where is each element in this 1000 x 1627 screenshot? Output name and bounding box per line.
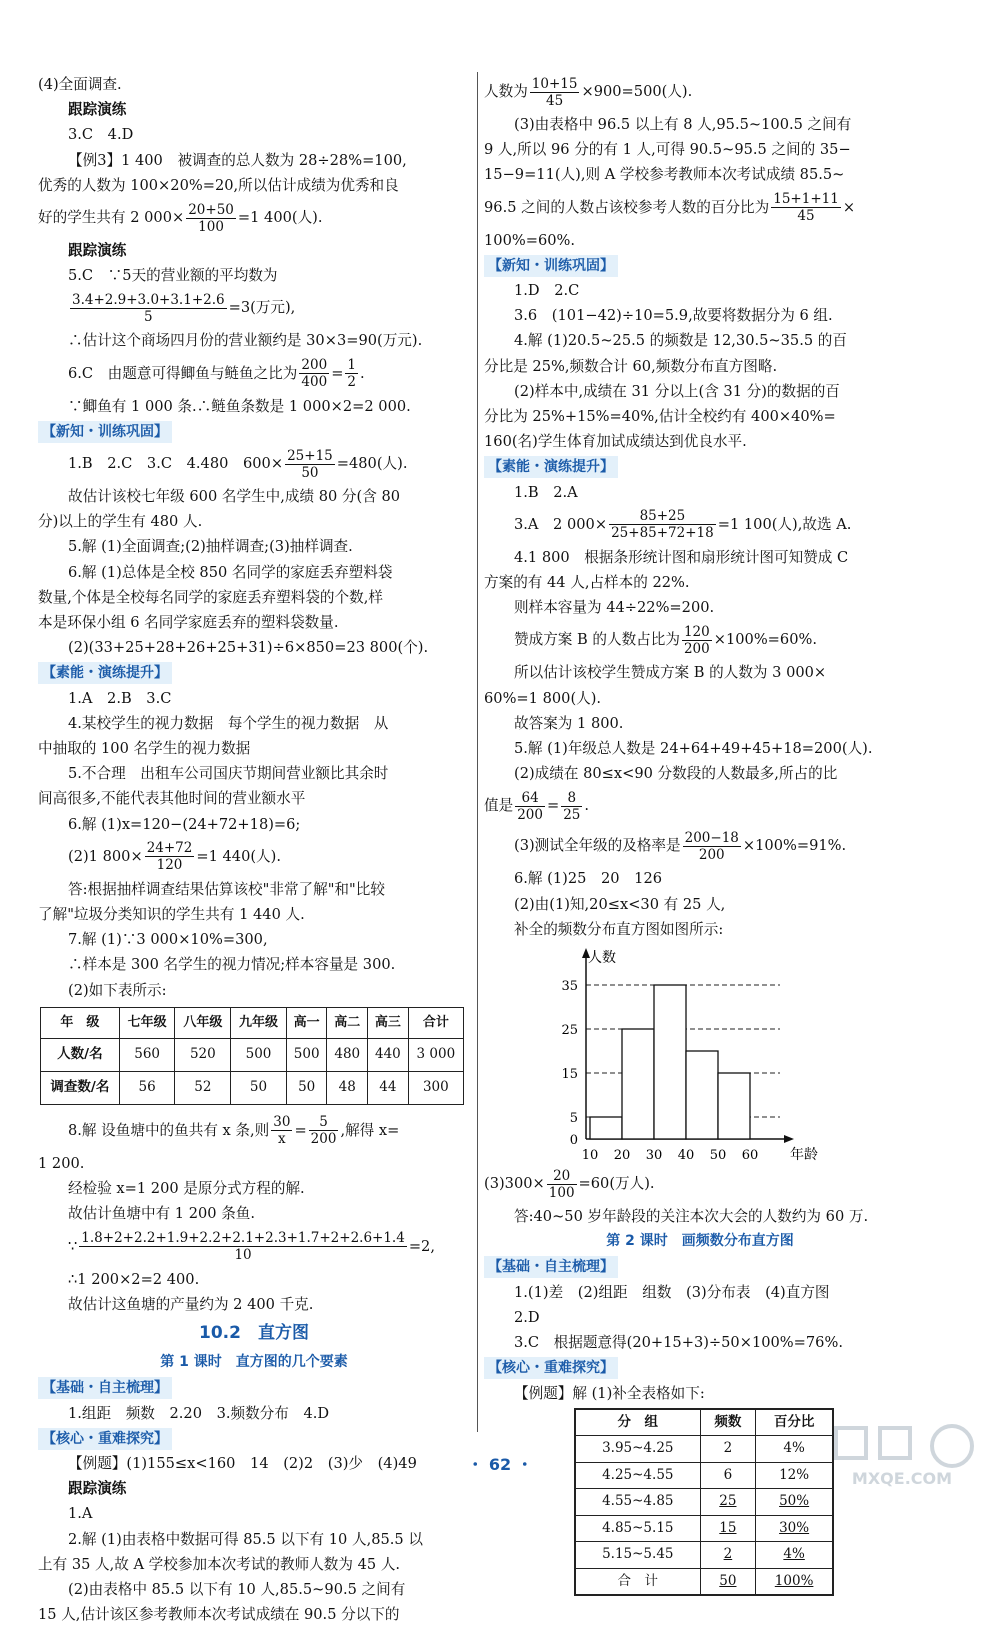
text-line: 1.D 2.C xyxy=(514,282,580,300)
text-line xyxy=(484,72,916,112)
text-segment: =60(万人). xyxy=(578,1175,655,1193)
text-segment: 赞成方案 B 的人数占比为 xyxy=(514,631,680,649)
text-line: 4.解 (1)20.5~25.5 的频数是 12,30.5~35.5 的百 xyxy=(514,332,847,350)
fraction-denominator: 100 xyxy=(548,1184,575,1201)
text-segment: =480(人). xyxy=(336,455,408,473)
fraction-denominator: 25 xyxy=(563,806,581,823)
table-row xyxy=(575,1568,833,1595)
histogram-bar xyxy=(654,985,686,1139)
text-line: 9 人,所以 96 分的有 1 人,可得 90.5~95.5 之间的 35− xyxy=(484,141,851,159)
table-cell: 520 xyxy=(175,1038,231,1071)
table-cell: 500 xyxy=(286,1038,327,1071)
fraction-denominator: 200 xyxy=(698,846,725,863)
age-histogram xyxy=(536,944,836,1164)
text-line: 【例题】解 (1)补全表格如下: xyxy=(514,1384,705,1402)
x-tick-label: 60 xyxy=(741,1148,759,1164)
table-cell: 4.85~5.15 xyxy=(575,1515,700,1542)
table-header-cell: 百分比 xyxy=(756,1409,833,1436)
fraction-denominator: 200 xyxy=(683,640,710,657)
text-segment: 8.解 设鱼塘中的鱼共有 x 条,则 xyxy=(68,1121,270,1139)
table-cell: 12% xyxy=(756,1462,833,1489)
table-row xyxy=(41,1071,464,1104)
section-header-line xyxy=(38,660,470,685)
histogram-bar xyxy=(686,1051,718,1139)
table-cell: 48 xyxy=(327,1071,368,1104)
histogram-bar xyxy=(590,1117,622,1139)
fraction-numerator: 200−18 xyxy=(684,829,739,846)
text-segment: . xyxy=(584,797,590,815)
fraction-numerator: 64 xyxy=(515,790,545,807)
fraction xyxy=(609,508,716,541)
text-line: 方案的有 44 人,占样本的 22%. xyxy=(484,574,690,592)
section-title: 10.2 直方图 xyxy=(199,1322,309,1343)
text-line: ∵鲫鱼有 1 000 条.∴鲢鱼条数是 1 000×2=2 000. xyxy=(68,397,411,415)
fraction-numerator: 15+1+11 xyxy=(773,191,839,208)
text-line: 1.组距 频数 2.20 3.频数分布 4.D xyxy=(68,1404,330,1422)
text-line: (2)成绩在 80≤x<90 分数段的人数最多,所占的比 xyxy=(514,765,838,783)
fraction xyxy=(771,191,841,224)
text-line: 1.B 2.A xyxy=(514,483,578,501)
section-header: 【核心・重难探究】 xyxy=(38,1428,172,1450)
text-segment: =3(万元), xyxy=(228,299,296,317)
fraction xyxy=(530,76,580,109)
text-line: (2)(33+25+28+26+25+31)÷6×850=23 800(个). xyxy=(68,639,429,657)
text-line: 1.A 2.B 3.C xyxy=(68,689,172,707)
fraction-denominator: 5 xyxy=(144,308,153,325)
table-header-cell: 年 级 xyxy=(41,1007,120,1038)
table-cell: 50% xyxy=(756,1489,833,1516)
fraction-denominator: x xyxy=(278,1131,286,1148)
fraction-denominator: 45 xyxy=(546,92,564,109)
table-cell: 560 xyxy=(119,1038,175,1071)
text-line: 60%=1 800(人). xyxy=(484,689,602,707)
left-column-lines xyxy=(38,72,470,1003)
grade-table xyxy=(40,1007,464,1105)
table-cell: 调查数/名 xyxy=(41,1071,120,1104)
section-header: 【基础・自主梳理】 xyxy=(484,1256,618,1278)
table-cell: 56 xyxy=(119,1071,175,1104)
text-segment: 6.C 由题意可得鲫鱼与鲢鱼之比为 xyxy=(68,364,298,382)
text-line xyxy=(38,354,470,394)
text-line: 5.解 (1)年级总人数是 24+64+49+45+18=200(人). xyxy=(514,740,873,758)
text-line: 答:根据抽样调查结果估算该校"非常了解"和"比较 xyxy=(68,880,385,898)
text-segment: × xyxy=(842,198,856,216)
table-cell: 5.15~5.45 xyxy=(575,1542,700,1569)
text-segment: 好的学生共有 2 000× xyxy=(38,209,185,227)
text-line xyxy=(484,1164,916,1204)
text-line: 1.A xyxy=(68,1505,93,1523)
text-line xyxy=(484,620,916,660)
x-axis-arrow xyxy=(784,1135,794,1143)
frequency-table xyxy=(574,1408,834,1597)
text-line: 数量,个体是全校每名同学的家庭丢弃塑料袋的个数,样 xyxy=(38,588,383,606)
section-header: 【新知・训练巩固】 xyxy=(484,255,618,277)
text-line: 5.不合理 出租车公司国庆节期间营业额比其余时 xyxy=(68,765,389,783)
text-line xyxy=(38,837,470,877)
table-header-cell: 八年级 xyxy=(175,1007,231,1038)
text-line: 15−9=11(人),则 A 学校参考教师本次考试成绩 85.5~ xyxy=(484,166,845,184)
fraction-numerator: 10+15 xyxy=(531,75,578,92)
text-line: 跟踪演练 xyxy=(68,1480,127,1498)
section-header-line xyxy=(484,1254,916,1279)
fraction xyxy=(309,1114,339,1147)
fraction xyxy=(285,448,335,481)
text-line: ∴样本是 300 名学生的视力情况;样本容量是 300. xyxy=(68,956,396,974)
text-segment: (3)300× xyxy=(484,1175,545,1193)
text-line xyxy=(38,1111,470,1151)
y-tick-label: 25 xyxy=(561,1023,578,1039)
table-header-cell: 分 组 xyxy=(575,1409,700,1436)
table-row xyxy=(575,1515,833,1542)
text-segment: = xyxy=(294,1121,307,1139)
table-cell: 2 xyxy=(700,1436,756,1463)
text-line: 【例题】(1)155≤x<160 14 (2)2 (3)少 (4)49 xyxy=(68,1454,417,1472)
right-column xyxy=(484,72,916,1596)
text-line: (2)由(1)知,20≤x<30 有 25 人, xyxy=(514,895,726,913)
table-cell: 4% xyxy=(756,1542,833,1569)
fraction-numerator: 30 xyxy=(273,1114,291,1131)
text-segment: =1 400(人). xyxy=(237,209,323,227)
text-line: 3.6 (101−42)÷10=5.9,故要将数据分为 6 组. xyxy=(514,307,833,325)
table-header-cell: 高二 xyxy=(327,1007,368,1038)
table-header-cell: 合计 xyxy=(408,1007,463,1038)
section-header-line xyxy=(38,419,470,444)
fraction-denominator: 2 xyxy=(347,374,357,391)
section-header: 【素能・演练提升】 xyxy=(38,662,172,684)
text-line: 分)以上的学生有 480 人. xyxy=(38,513,203,531)
y-tick-label: 0 xyxy=(569,1133,578,1149)
text-line: 答:40~50 岁年龄段的关注本次大会的人数约为 60 万. xyxy=(514,1208,869,1226)
section-header: 【核心・重难探究】 xyxy=(484,1357,618,1379)
fraction-denominator: 400 xyxy=(301,374,328,391)
fraction-denominator: 200 xyxy=(310,1131,337,1148)
text-line: 跟踪演练 xyxy=(68,101,127,119)
text-line xyxy=(38,288,470,328)
text-line: 补全的频数分布直方图如图所示: xyxy=(514,920,724,938)
text-line: 了解"垃圾分类知识的学生共有 1 440 人. xyxy=(38,906,305,924)
x-axis-label: 年龄 xyxy=(790,1147,818,1164)
fraction-numerator: 1.8+2+2.2+1.9+2.2+2.1+2.3+1.7+2+2.6+1.4 xyxy=(81,1230,405,1246)
fraction-denominator: 45 xyxy=(797,208,815,225)
table-header-cell: 九年级 xyxy=(231,1007,287,1038)
left-column-lines-2 xyxy=(38,1111,470,1627)
section-header: 【素能・演练提升】 xyxy=(484,456,618,478)
table-cell: 50 xyxy=(700,1568,756,1595)
fraction-denominator: 100 xyxy=(198,218,224,235)
fraction-numerator: 3.4+2.9+3.0+3.1+2.6 xyxy=(72,291,225,308)
fraction-numerator: 25+15 xyxy=(287,447,333,464)
text-line: 【例3】1 400 被调查的总人数为 28÷28%=100, xyxy=(68,151,407,169)
text-line xyxy=(484,826,916,866)
fraction xyxy=(515,790,545,823)
text-segment: =2, xyxy=(408,1237,435,1255)
text-segment: =1 100(人),故选 A. xyxy=(717,515,852,533)
text-line: 本是环保小组 6 名同学家庭丢弃的塑料袋数量. xyxy=(38,614,339,632)
text-line: 4.某校学生的视力数据 每个学生的视力数据 从 xyxy=(68,714,389,732)
text-line xyxy=(484,505,916,545)
text-line: 3.C 4.D xyxy=(68,126,134,144)
table-cell: 52 xyxy=(175,1071,231,1104)
text-segment: = xyxy=(331,364,344,382)
text-segment: ×900=500(人). xyxy=(581,83,693,100)
text-line: 100%=60%. xyxy=(484,231,576,249)
text-line: (2)如下表所示: xyxy=(68,981,167,999)
fraction-numerator: 20+50 xyxy=(188,201,234,218)
text-segment: . xyxy=(360,364,365,382)
text-line: 6.解 (1)x=120−(24+72+18)=6; xyxy=(68,815,301,833)
table-row xyxy=(575,1489,833,1516)
text-segment: 值是 xyxy=(484,797,514,815)
fraction xyxy=(271,1114,292,1147)
text-line: (4)全面调查. xyxy=(38,76,122,93)
text-segment: 1.B 2.C 3.C 4.480 600× xyxy=(68,455,284,473)
right-column-lines-2 xyxy=(484,1164,916,1406)
fraction xyxy=(70,292,227,325)
fraction-denominator: 200 xyxy=(517,806,543,823)
fraction xyxy=(145,840,195,873)
table-cell: 4% xyxy=(756,1436,833,1463)
text-line: 160(名)学生体育加试成绩达到优良水平. xyxy=(484,433,747,451)
text-line: 4.1 800 根据条形统计图和扇形统计图可知赞成 C xyxy=(514,548,849,566)
section-header-line xyxy=(484,1355,916,1380)
text-line: 上有 35 人,故 A 学校参加本次考试的教师人数为 45 人. xyxy=(38,1555,401,1573)
table-cell: 500 xyxy=(231,1038,287,1071)
fraction xyxy=(561,790,582,823)
table-cell: 100% xyxy=(756,1568,833,1595)
fraction xyxy=(79,1230,407,1263)
text-segment: ×100%=60%. xyxy=(713,631,817,649)
table-cell: 300 xyxy=(408,1071,463,1104)
section-header: 【新知・训练巩固】 xyxy=(38,421,172,443)
text-line: 3.C 根据题意得(20+15+3)÷50×100%=76%. xyxy=(514,1334,843,1352)
page-number: ・ 62 ・ xyxy=(467,1455,533,1474)
histogram-bar xyxy=(718,1073,750,1139)
table-cell: 2 xyxy=(700,1542,756,1569)
x-tick-label: 30 xyxy=(645,1148,663,1164)
fraction-denominator: 120 xyxy=(156,857,183,874)
text-line: 分比是 25%,频数合计 60,频数分布直方图略. xyxy=(484,357,778,375)
text-line: (2)样本中,成绩在 31 分以上(含 31 分)的数据的百 xyxy=(514,382,840,400)
text-segment: ×100%=91%. xyxy=(742,837,847,855)
text-line: 15 人,估计该区参考教师本次考试成绩在 90.5 分以下的 xyxy=(38,1606,400,1624)
fraction xyxy=(186,202,236,235)
y-tick-label: 5 xyxy=(569,1111,578,1127)
histogram-bar xyxy=(622,1029,654,1139)
fraction-numerator: 20 xyxy=(547,1168,577,1185)
y-tick-label: 15 xyxy=(561,1067,578,1083)
text-line: 中抽取的 100 名学生的视力数据 xyxy=(38,740,251,758)
text-segment: (2)1 800× xyxy=(68,847,143,865)
text-line: 1.(1)差 (2)组距 组数 (3)分布表 (4)直方图 xyxy=(514,1283,830,1301)
table-cell: 440 xyxy=(368,1038,409,1071)
text-line: ∴估计这个商场四月份的营业额约是 30×3=90(万元). xyxy=(68,332,423,350)
fraction-numerator: 8 xyxy=(561,790,582,807)
fraction-numerator: 85+25 xyxy=(609,508,716,525)
text-segment: (3)测试全年级的及格率是 xyxy=(514,837,681,855)
table-cell: 3 000 xyxy=(408,1038,463,1071)
x-tick-label: 50 xyxy=(709,1148,727,1164)
section-header-line xyxy=(38,1375,470,1400)
section-header-line xyxy=(484,253,916,278)
text-segment: ,解得 x= xyxy=(340,1121,400,1139)
text-segment: = xyxy=(546,797,560,815)
text-line: 6.解 (1)总体是全校 850 名同学的家庭丢弃塑料袋 xyxy=(68,563,393,581)
text-line: 经检验 x=1 200 是原分式方程的解. xyxy=(68,1180,305,1198)
fraction-denominator: 10 xyxy=(234,1247,252,1263)
text-line: 5.解 (1)全面调查;(2)抽样调查;(3)抽样调查. xyxy=(68,538,353,556)
text-line: (2)由表格中 85.5 以下有 10 人,85.5~90.5 之间有 xyxy=(68,1580,406,1598)
text-line: 2.D xyxy=(514,1308,540,1326)
section-header: 【基础・自主梳理】 xyxy=(38,1377,172,1399)
text-line: 5.C ∵5天的营业额的平均数为 xyxy=(68,267,278,285)
text-segment: ∵ xyxy=(68,1237,78,1255)
table-cell: 15 xyxy=(700,1515,756,1542)
text-segment: 96.5 之间的人数占该校参考人数的百分比为 xyxy=(484,198,770,216)
text-line xyxy=(38,198,470,238)
column-divider xyxy=(477,72,478,1432)
table-cell: 4.25~4.55 xyxy=(575,1462,700,1489)
table-cell: 50 xyxy=(231,1071,287,1104)
text-line: 故答案为 1 800. xyxy=(514,714,624,732)
fraction xyxy=(547,1168,577,1201)
table-header-cell: 频数 xyxy=(700,1409,756,1436)
fraction xyxy=(299,357,329,390)
text-line: 7.解 (1)∵3 000×10%=300, xyxy=(68,931,268,949)
fraction-numerator: 200 xyxy=(301,357,328,374)
table-cell: 25 xyxy=(700,1489,756,1516)
fraction-numerator: 1 xyxy=(347,357,357,374)
fraction-denominator: 50 xyxy=(301,464,319,481)
table-header-row xyxy=(41,1007,464,1038)
fraction xyxy=(683,830,741,863)
text-line xyxy=(484,188,916,228)
fraction xyxy=(682,624,712,657)
left-column xyxy=(38,72,470,1627)
text-line: (3)由表格中 96.5 以上有 8 人,95.5~100.5 之间有 xyxy=(514,116,852,133)
table-row xyxy=(575,1542,833,1569)
text-line: 故估计该校七年级 600 名学生中,成绩 80 分(含 80 xyxy=(68,488,401,506)
table-cell: 6 xyxy=(700,1462,756,1489)
text-line xyxy=(484,786,916,826)
text-segment: 3.A 2 000× xyxy=(514,515,608,533)
table-cell: 50 xyxy=(286,1071,327,1104)
x-tick-label: 10 xyxy=(581,1148,599,1164)
table-cell: 480 xyxy=(327,1038,368,1071)
y-axis-label: 人数 xyxy=(588,950,616,967)
lesson-title: 第 2 课时 画频数分布直方图 xyxy=(606,1233,794,1250)
table-cell: 30% xyxy=(756,1515,833,1542)
table-cell: 44 xyxy=(368,1071,409,1104)
text-line: 故估计鱼塘中有 1 200 条鱼. xyxy=(68,1205,256,1223)
table-cell: 合 计 xyxy=(575,1568,700,1595)
y-tick-label: 35 xyxy=(561,979,578,995)
text-segment: 人数为 xyxy=(484,83,528,100)
fraction-numerator: 120 xyxy=(683,623,710,640)
fraction-numerator: 5 xyxy=(309,1114,339,1131)
text-line: 6.解 (1)25 20 126 xyxy=(514,870,663,888)
text-line: 优秀的人数为 100×20%=20,所以估计成绩为优秀和良 xyxy=(38,176,399,194)
text-segment: =1 440(人). xyxy=(196,847,281,865)
text-line xyxy=(38,1227,470,1267)
text-line: ∴1 200×2=2 400. xyxy=(68,1270,200,1288)
table-header-cell: 高三 xyxy=(368,1007,409,1038)
text-line: 跟踪演练 xyxy=(68,242,127,260)
fraction-denominator: 25+85+72+18 xyxy=(611,525,714,542)
watermark-logo xyxy=(822,1418,982,1490)
text-line: 则样本容量为 44÷22%=200. xyxy=(514,599,715,617)
text-line: 故估计这鱼塘的产量约为 2 400 千克. xyxy=(68,1295,314,1313)
text-line: 所以估计该校学生赞成方案 B 的人数为 3 000× xyxy=(514,664,827,682)
x-tick-label: 20 xyxy=(613,1148,631,1164)
table-cell: 人数/名 xyxy=(41,1038,120,1071)
table-header-row xyxy=(575,1409,833,1436)
x-tick-label: 40 xyxy=(677,1148,695,1164)
fraction xyxy=(345,357,358,390)
table-header-cell: 七年级 xyxy=(119,1007,175,1038)
svg-text:MXQE.COM: MXQE.COM xyxy=(851,1469,953,1488)
right-column-lines xyxy=(484,72,916,942)
table-row xyxy=(41,1038,464,1071)
section-header-line xyxy=(484,454,916,479)
table-header-cell: 高一 xyxy=(286,1007,327,1038)
text-line xyxy=(38,444,470,484)
fraction-numerator: 24+72 xyxy=(146,840,193,857)
table-cell: 3.95~4.25 xyxy=(575,1436,700,1463)
section-header-line xyxy=(38,1426,470,1451)
text-line: 2.解 (1)由表格中数据可得 85.5 以下有 10 人,85.5 以 xyxy=(68,1530,423,1548)
text-line: 1 200. xyxy=(38,1154,85,1172)
table-cell: 4.55~4.85 xyxy=(575,1489,700,1516)
lesson-title: 第 1 课时 直方图的几个要素 xyxy=(160,1354,348,1371)
text-line: 间高很多,不能代表其他时间的营业额水平 xyxy=(38,790,306,808)
text-line: 分比为 25%+15%=40%,估计全校约有 400×40%= xyxy=(484,408,836,426)
